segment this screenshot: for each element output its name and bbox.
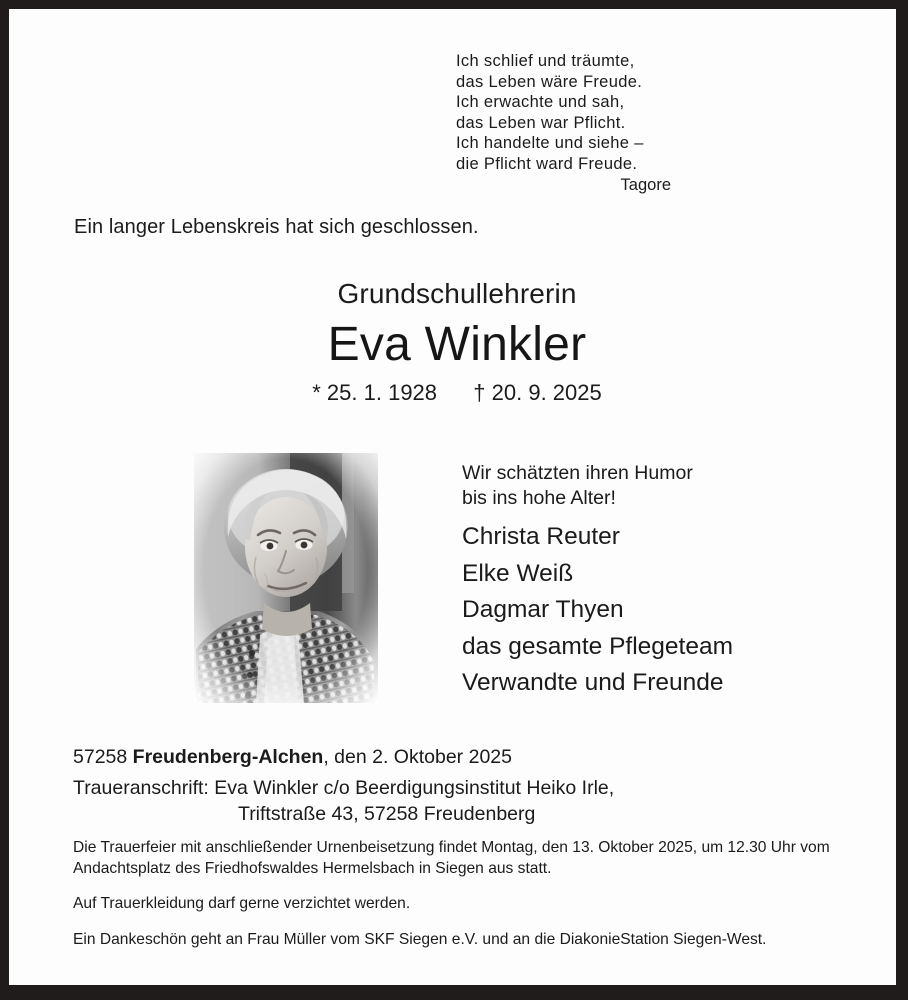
poem-line: Ich erwachte und sah, <box>456 93 625 112</box>
deceased-name: Eva Winkler <box>327 318 587 371</box>
deceased-profession: Grundschullehrerin <box>337 278 577 309</box>
mourners-intro-line: bis ins hohe Alter! <box>462 486 616 509</box>
fine-print-paragraph: Ein Dankeschön geht an Frau Müller vom SKF Siegen e.V. und an die DiakonieStation Siegen-West. <box>73 930 767 948</box>
mourning-frame-top <box>0 0 908 9</box>
contact-line-1: Traueranschrift: Eva Winkler c/o Beerdigungsinstitut Heiko Irle, <box>73 777 615 799</box>
city-name: Freudenberg-Alchen <box>132 746 324 768</box>
poem-block <box>456 51 756 175</box>
poem-line: die Pflicht ward Freude. <box>456 154 638 173</box>
birth-symbol: * <box>312 380 321 405</box>
poem-line: das Leben wäre Freude. <box>456 72 643 91</box>
place-date-line <box>73 745 512 770</box>
portrait-photo-image <box>194 453 378 703</box>
place-date-suffix: , den 2. Oktober 2025 <box>323 746 512 768</box>
intro-sentence: Ein langer Lebenskreis hat sich geschlossen. <box>74 216 479 238</box>
birth-date: 25. 1. 1928 <box>326 380 438 405</box>
fine-print-paragraph: Auf Trauerkleidung darf gerne verzichtet werden. <box>73 895 411 912</box>
fine-print-block <box>73 838 858 950</box>
poem-line: das Leben war Pflicht. <box>456 113 626 132</box>
mourner-name: Dagmar Thyen <box>462 596 624 623</box>
mourning-frame-right <box>896 0 908 1000</box>
mourner-name: Verwandte und Freunde <box>462 669 724 696</box>
mourning-frame-bottom <box>0 985 908 1000</box>
mourner-name: Elke Weiß <box>462 559 574 587</box>
poem-line: Ich schlief und träumte, <box>456 52 635 70</box>
mourners-block <box>462 461 862 702</box>
mourners-intro-line: Wir schätzten ihren Humor <box>462 462 693 484</box>
notice-body <box>9 9 896 985</box>
contact-line-2: Triftstraße 43, 57258 Freudenberg <box>238 803 536 825</box>
mourning-frame-left <box>0 0 9 1000</box>
portrait-photo <box>194 453 378 703</box>
death-symbol: † <box>473 380 486 405</box>
poem-line: Ich handelte und siehe – <box>456 134 644 153</box>
postal-code: 57258 <box>73 746 128 768</box>
mourner-name: Christa Reuter <box>462 523 620 550</box>
poem-author: Tagore <box>620 176 671 194</box>
mourners-list <box>462 519 862 702</box>
mourners-intro <box>462 461 862 510</box>
fine-print-paragraph: Die Trauerfeier mit anschließender Urnenbeisetzung findet Montag, den 13. Oktober 2025, um 12.30 Uhr vom Andachtsplatz des Friedhofswaldes Hermelsbach in Siegen aus statt. <box>73 839 830 877</box>
contact-address <box>73 775 833 827</box>
mourner-name: das gesamte Pflegeteam <box>462 632 734 660</box>
deceased-block <box>57 277 857 406</box>
deceased-dates <box>57 380 857 406</box>
death-date: 20. 9. 2025 <box>491 380 602 405</box>
